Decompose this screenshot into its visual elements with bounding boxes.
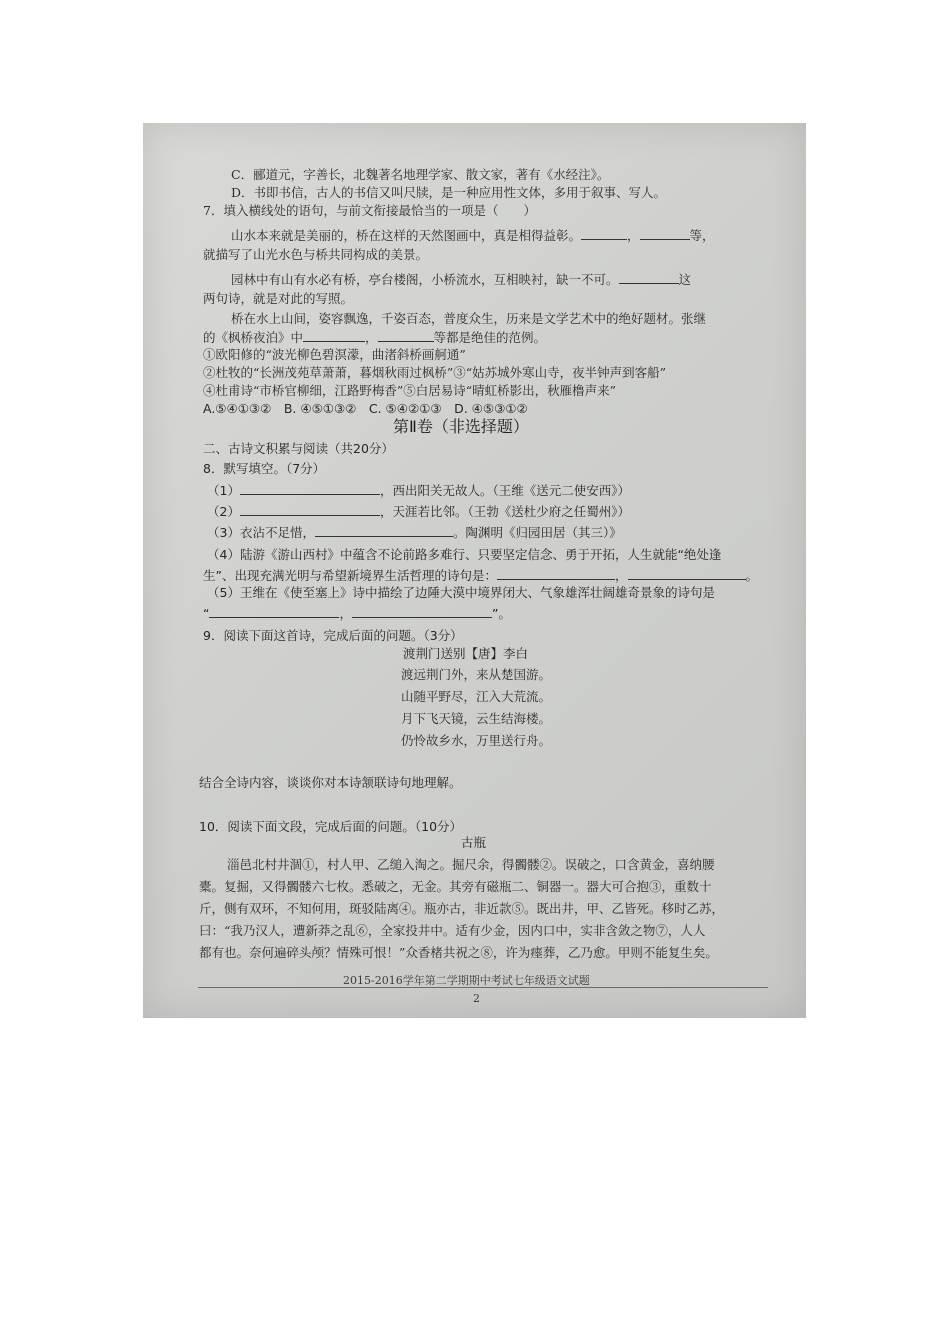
- q7-item-4-5: ④杜甫诗“市桥官柳细，江路野梅香”⑤白居易诗“晴虹桥影出，秋雁橹声来”: [203, 383, 617, 398]
- poem-line-1: 渡远荆门外，来从楚国游。: [401, 667, 552, 682]
- q7-answer-options: A.⑤④①③② B. ④⑤①③② C. ⑤④②①③ D. ④⑤③①②: [203, 401, 528, 416]
- page-number: 2: [473, 992, 480, 1005]
- question-9-stem: 9．阅读下面这首诗，完成后面的问题。（3分）: [203, 628, 463, 643]
- passage-line-3: 斤，侧有双环，不知何用，斑驳陆离④。瓶亦古，非近款⑤。既出井，甲、乙皆死。移时乙苏，: [199, 901, 725, 916]
- q7-item-2-3: ②杜牧的“长洲茂苑草萧萧，暮烟秋雨过枫桥”③“姑苏城外寒山寺，夜半钟声到客船”: [203, 365, 667, 380]
- passage-title: 古瓶: [461, 835, 487, 850]
- line-option-d: D．书即书信，古人的书信又叫尺牍，是一种应用性文体，多用于叙事、写人。: [231, 185, 667, 200]
- q8-item-4-line-1: （4）陆游《游山西村》中蕴含不论前路多难行、只要坚定信念、勇于开拓，人生就能“绝处逢: [207, 547, 722, 562]
- question-8-stem: 8．默写填空。（7分）: [203, 461, 326, 476]
- q7-item-1: ①欧阳修的“波光柳色碧溟濛，曲渚斜桥画舸通”: [203, 347, 466, 362]
- photographed-exam-page: [143, 123, 806, 1018]
- question-7-stem: 7．填入横线处的语句，与前文衔接最恰当的一项是（ ）: [203, 203, 536, 218]
- q8-item-2: （2） ，天涯若比邻。（王勃《送杜少府之任蜀州》）: [207, 504, 630, 519]
- poem-line-4: 仍怜故乡水，万里送行舟。: [401, 733, 552, 748]
- page-footer: 2015-2016学年第二学期期中考试七年级语文试题: [343, 974, 590, 987]
- poem-line-3: 月下飞天镜，云生结海楼。: [401, 711, 552, 726]
- poem-line-2: 山随平野尽，江入大荒流。: [401, 689, 552, 704]
- footer-rule: [198, 987, 768, 988]
- passage-line-2: 橐。复掘，又得髑髅六七枚。悉破之，无金。其旁有磁瓶二、铜器一。器大可合抱③，重数十: [199, 879, 712, 894]
- q7-passage-line-3: 园林中有山有水必有桥，亭台楼阁，小桥流水，互相映衬，缺一不可。 这: [231, 272, 692, 287]
- q8-item-3: （3）衣沾不足惜， 。陶渊明《归园田居（其三）》: [207, 525, 622, 540]
- q7-passage-line-1: 山水本来就是美丽的，桥在这样的天然图画中，真是相得益彰。 ， 等，: [231, 228, 715, 243]
- q7-passage-line-5: 桥在水上山间，姿容飘逸，千姿百态，普度众生，历来是文学艺术中的绝好题材。张继: [231, 311, 707, 326]
- passage-line-1: 淄邑北村井涸①，村人甲、乙缒入淘之。掘尺余，得髑髅②。误破之，口含黄金，喜纳腰: [227, 857, 715, 872]
- passage-line-4: 曰：“我乃汉人，遭新莽之乱⑥，全家投井中。适有少金，因内口中，实非含敛之物⑦，人人: [199, 923, 706, 938]
- q8-item-5-line-2: “ ， ”。: [203, 606, 511, 621]
- q7-passage-line-6: 的《枫桥夜泊》中 ， 等都是绝佳的范例。: [203, 330, 547, 345]
- line-option-c: C．郦道元，字善长，北魏著名地理学家、散文家，著有《水经注》。: [231, 167, 610, 182]
- question-10-stem: 10．阅读下面文段，完成后面的问题。（10分）: [199, 819, 463, 834]
- part-two-heading: 二、古诗文积累与阅读（共20分）: [203, 441, 394, 456]
- section-heading: 第Ⅱ卷（非选择题）: [393, 417, 529, 436]
- poem-title: 渡荆门送别【唐】李白: [403, 646, 529, 661]
- q7-passage-line-4: 两句诗，就是对此的写照。: [203, 291, 354, 306]
- passage-line-5: 都有也。奈何遍碎头颅？情殊可恨！”众香楮共祝之⑧，许为瘗葬，乙乃愈。甲则不能复生矣。: [199, 945, 718, 960]
- q8-item-4-line-2: 生”、出现充满光明与希望新境界生活哲理的诗句是： ， 。: [203, 568, 759, 583]
- question-9-prompt: 结合全诗内容，谈谈你对本诗颔联诗句地理解。: [199, 775, 462, 790]
- q7-passage-line-2: 就描写了山光水色与桥共同构成的美景。: [203, 247, 429, 262]
- q8-item-1: （1） ，西出阳关无故人。（王维《送元二使安西》）: [207, 483, 630, 498]
- q8-item-5-line-1: （5）王维在《使至塞上》诗中描绘了边陲大漠中境界闭大、气象雄浑壮阔雄奇景象的诗句是: [207, 585, 715, 600]
